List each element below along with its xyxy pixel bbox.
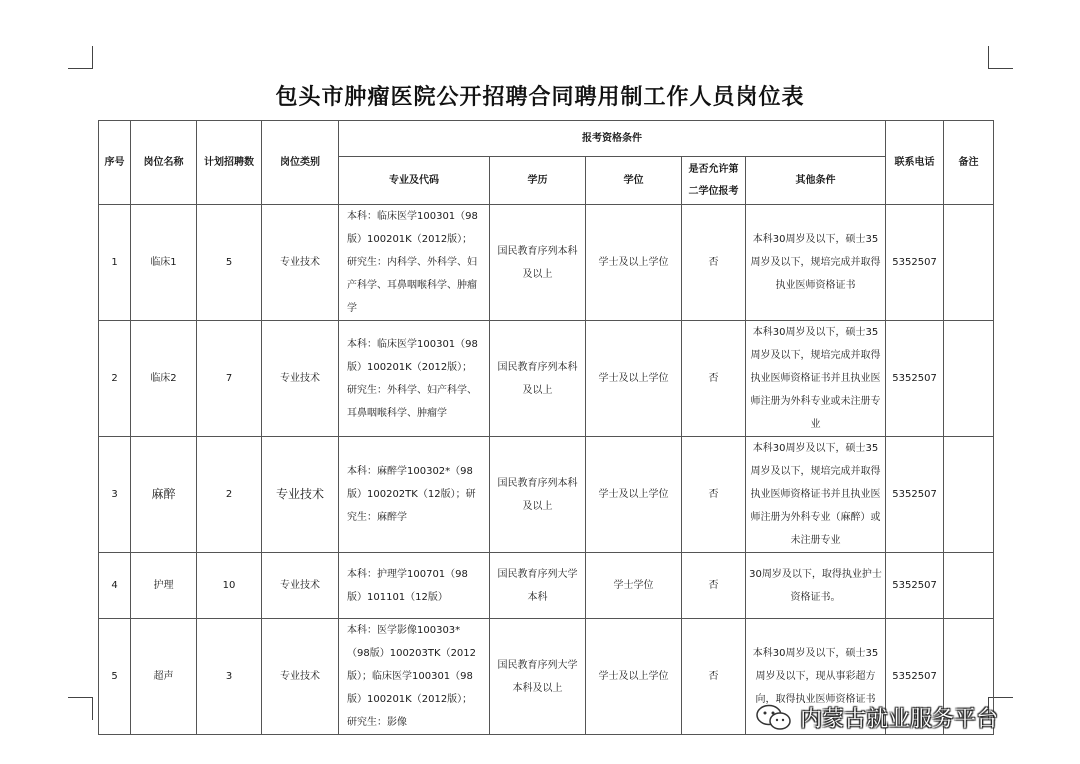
cell-degree: 学士学位 [586,553,682,619]
cell-seq: 3 [99,437,131,553]
cell-phone: 5352507 [886,437,944,553]
cell-remarks [944,205,994,321]
cell-seq: 5 [99,619,131,735]
cell-major: 本科：护理学100701（98版）101101（12版） [339,553,490,619]
header-qualifications: 报考资格条件 [339,121,886,157]
cell-other: 本科30周岁及以下，硕士35周岁及以下，规培完成并取得执业医师资格证书 [746,205,886,321]
cell-category: 专业技术 [262,205,339,321]
cell-seq: 2 [99,321,131,437]
cell-education: 国民教育序列本科及以上 [490,205,586,321]
cell-major: 本科：临床医学100301（98版）100201K（2012版）；研究生：内科学、外科学、妇产科学、耳鼻咽喉科学、肿瘤学 [339,205,490,321]
header-remarks: 备注 [944,121,994,205]
watermark-text: 内蒙古就业服务平台 [800,706,999,732]
cell-second-degree: 否 [682,205,746,321]
cell-degree: 学士及以上学位 [586,321,682,437]
cell-remarks [944,321,994,437]
cell-name: 麻醉 [131,437,197,553]
cell-education: 国民教育序列本科及以上 [490,321,586,437]
page-title: 包头市肿瘤医院公开招聘合同聘用制工作人员岗位表 [275,85,805,110]
header-major: 专业及代码 [339,157,490,205]
cell-other: 30周岁及以下，取得执业护士资格证书。 [746,553,886,619]
cell-major: 本科：临床医学100301（98版）100201K（2012版）；研究生：外科学、妇产科学、耳鼻咽喉科学、肿瘤学 [339,321,490,437]
cell-category: 专业技术 [262,437,339,553]
cell-phone: 5352507 [886,553,944,619]
cell-name: 临床2 [131,321,197,437]
header-plan: 计划招聘数 [197,121,262,205]
cell-phone: 5352507 [886,321,944,437]
cell-remarks [944,437,994,553]
cell-major: 本科：麻醉学100302*（98版）100202TK（12版）；研究生：麻醉学 [339,437,490,553]
cell-count: 7 [197,321,262,437]
cell-name: 护理 [131,553,197,619]
wechat-icon [754,702,794,732]
cell-remarks [944,553,994,619]
cell-seq: 1 [99,205,131,321]
cell-phone: 5352507 [886,619,944,735]
header-degree: 学位 [586,157,682,205]
cell-second-degree: 否 [682,553,746,619]
header-other: 其他条件 [746,157,886,205]
cell-name: 超声 [131,619,197,735]
positions-table [98,120,994,735]
header-category: 岗位类别 [262,121,339,205]
cell-count: 10 [197,553,262,619]
header-second-degree: 是否允许第二学位报考 [682,157,746,205]
cell-category: 专业技术 [262,553,339,619]
cell-education: 国民教育序列大学本科及以上 [490,619,586,735]
table-row [99,205,994,321]
cell-other: 本科30周岁及以下，硕士35周岁及以下，现从事彩超方向，取得执业医师资格证书 [746,619,886,735]
cell-education: 国民教育序列本科及以上 [490,437,586,553]
cell-other: 本科30周岁及以下，硕士35周岁及以下，规培完成并取得执业医师资格证书并且执业医师注册为外科专业或未注册专业 [746,321,886,437]
cell-second-degree: 否 [682,437,746,553]
table-row [99,437,994,553]
cell-category: 专业技术 [262,619,339,735]
cell-count: 3 [197,619,262,735]
cell-other: 本科30周岁及以下，硕士35周岁及以下，规培完成并取得执业医师资格证书并且执业医师注册为外科专业（麻醉）或未注册专业 [746,437,886,553]
table-row [99,321,994,437]
cell-degree: 学士及以上学位 [586,205,682,321]
table-row [99,553,994,619]
cell-count: 5 [197,205,262,321]
watermark [754,700,1054,734]
cell-degree: 学士及以上学位 [586,437,682,553]
cell-degree: 学士及以上学位 [586,619,682,735]
header-phone: 联系电话 [886,121,944,205]
cell-count: 2 [197,437,262,553]
crop-mark-bottom-left [68,697,93,720]
cell-name: 临床1 [131,205,197,321]
cell-category: 专业技术 [262,321,339,437]
header-education: 学历 [490,157,586,205]
cell-second-degree: 否 [682,619,746,735]
cell-major: 本科：医学影像100303*（98版）100203TK（2012版）；临床医学100301（98版）100201K（2012版）；研究生：影像 [339,619,490,735]
cell-seq: 4 [99,553,131,619]
header-seq: 序号 [99,121,131,205]
crop-mark-top-right [988,46,1013,69]
cell-second-degree: 否 [682,321,746,437]
cell-education: 国民教育序列大学本科 [490,553,586,619]
header-position-name: 岗位名称 [131,121,197,205]
cell-phone: 5352507 [886,205,944,321]
crop-mark-top-left [68,46,93,69]
